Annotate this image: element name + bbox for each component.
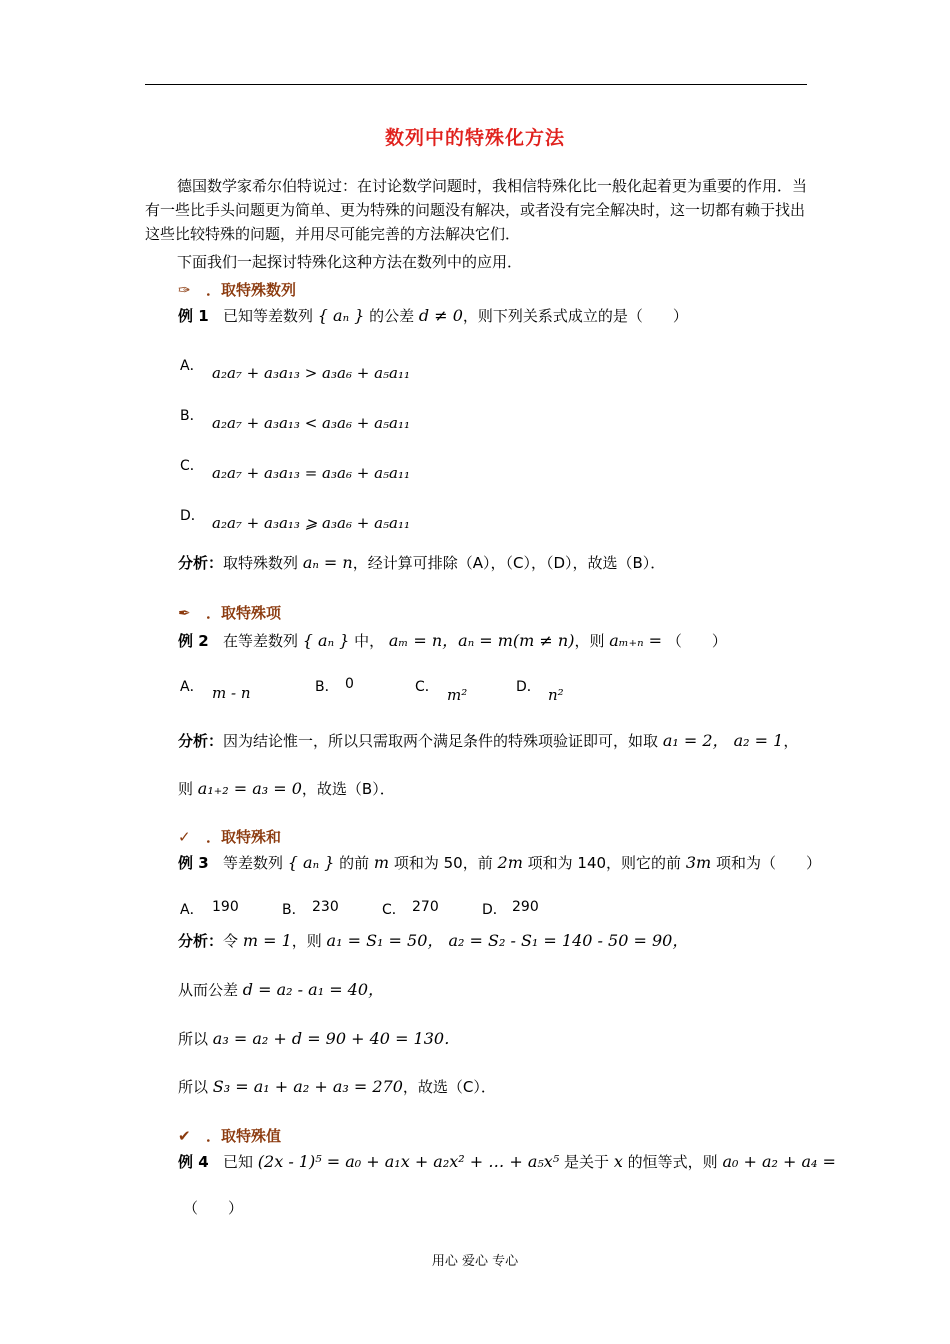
option-value: 230 [312,899,339,915]
math-expression: S₃ = a₁ + a₂ + a₃ = 270 [212,1077,403,1096]
option-letter: D． [516,679,541,695]
option-letter: C． [180,458,204,474]
section-heading-text: ．取特殊项 [206,604,282,622]
math-expression: (2x - 1)⁵ = a₀ + a₁x + a₂x² + … + a₅x⁵ [257,1152,560,1171]
option-value: 290 [512,899,539,915]
analysis-text: 因为结论惟一，所以只需取两个满足条件的特殊项验证即可，如取 [223,732,659,750]
question-text: ，则下列关系式成立的是（ ） [462,307,688,325]
question-text: 在等差数列 [222,632,298,650]
question-text: 的公差 [369,307,415,325]
heavy-check-icon: ✔ [178,1127,191,1145]
math-expression: { aₙ } [317,306,365,325]
question-text: 项和为 140，则它的前 [527,854,682,872]
math-expression: { aₙ } [302,631,350,650]
analysis-label: 分析： [178,732,224,750]
analysis-text: 令 [223,932,239,950]
option-expression: m² [447,686,468,704]
section-heading-2 [178,602,281,623]
math-expression: a₁₊₂ = a₃ = 0 [197,779,302,798]
example-label: 例 1 [178,307,209,325]
header-rule [145,84,807,85]
math-expression: m [373,853,390,872]
example-2-question [178,628,727,651]
analysis-text: ， [783,732,799,750]
analysis-text: ，故选（B）． [301,780,395,798]
example-3-question [178,852,821,873]
math-expression: aₙ = n [302,553,353,572]
option-letter: B． [315,679,339,695]
math-expression: 3m [685,853,712,872]
section-heading-4 [178,1125,281,1146]
example-3-analysis-1 [178,928,688,951]
math-expression: { aₙ } [287,853,335,872]
math-expression: a₀ + a₂ + a₄ = [722,1152,836,1171]
option-letter: D． [482,902,507,918]
option-expression: a₂a₇ + a₃a₁₃ < a₃a₆ + a₅a₁₁ [212,414,410,432]
option-expression: n² [548,686,564,704]
option-expression: a₂a₇ + a₃a₁₃ > a₃a₆ + a₅a₁₁ [212,364,410,382]
question-text: 中， [354,632,385,650]
question-text: 项和为 50，前 [393,854,493,872]
pencil-icon: ✒ [178,604,191,622]
page-title: 数列中的特殊化方法 [384,127,565,149]
option-letter: B． [180,408,204,424]
math-expression: a₁ = S₁ = 50， a₂ = S₂ - S₁ = 140 - 50 = 90， [326,931,689,950]
option-value: 190 [212,899,239,915]
option-letter: B． [282,902,306,918]
analysis-label: 分析： [178,554,224,572]
analysis-text: ，经计算可排除（A），（C），（D），故选（B）． [352,554,666,572]
example-1-analysis [178,552,665,573]
example-2-conclusion [178,778,395,799]
example-label: 例 4 [178,1153,209,1171]
analysis-text: 所以 [178,1078,209,1096]
option-letter: C． [382,902,406,918]
analysis-text: 取特殊数列 [223,554,299,572]
question-text: 的恒等式，则 [627,1153,718,1171]
math-expression: d ≠ 0 [418,306,463,325]
example-3-analysis-2 [178,977,384,1000]
intro-paragraph: 德国数学家希尔伯特说过：在讨论数学问题时，我相信特殊化比一般化起着更为重要的作用．当有一些比手头问题更为简单、更为特殊的问题没有解决，或者没有完全解决时，这一切都有赖于找出这些比较特殊的问题，并用尽可能完善的方法解决它们． [145,177,808,243]
section-heading-text: ．取特殊值 [206,1127,282,1145]
question-text: 的前 [339,854,370,872]
question-text: 已知等差数列 [222,307,313,325]
math-expression: m = 1 [242,931,292,950]
example-label: 例 2 [178,632,209,650]
page-footer: 用心 爱心 专心 [431,1254,519,1269]
question-text: 已知 [222,1153,253,1171]
analysis-text: ，故选（C）． [402,1078,496,1096]
section-heading-1 [178,279,296,300]
example-3-analysis-3 [178,1026,460,1049]
example-2-analysis [178,728,798,751]
analysis-text: 所以 [178,1030,209,1048]
option-letter: C． [415,679,439,695]
example-3-analysis-4 [178,1076,496,1097]
math-expression: 2m [497,853,523,872]
question-text: 等差数列 [222,854,283,872]
analysis-text: ，则 [291,932,322,950]
question-text: ，则 [574,632,605,650]
example-1-question [178,305,688,326]
math-expression: a₃ = a₂ + d = 90 + 40 = 130． [212,1029,461,1048]
pencil-icon: ✑ [178,281,191,299]
section-heading-3 [178,826,281,847]
option-letter: A． [180,902,204,918]
example-4-answer-paren: （ ） [183,1199,244,1217]
option-letter: A． [180,358,204,374]
example-label: 例 3 [178,854,209,872]
option-letter: A． [180,679,204,695]
option-value: 0 [345,676,354,692]
question-text: （ ） [666,632,727,650]
math-expression: x [613,1152,623,1171]
section-heading-text: ．取特殊数列 [206,281,297,299]
analysis-text: 从而公差 [178,981,239,999]
analysis-label: 分析： [178,932,224,950]
example-4-question [178,1151,836,1172]
math-expression: aₘ = n，aₙ = m(m ≠ n) [388,631,575,650]
transition-paragraph: 下面我们一起探讨特殊化这种方法在数列中的应用． [177,253,523,271]
option-letter: D． [180,508,205,524]
math-expression: d = a₂ - a₁ = 40， [242,980,385,999]
option-expression: m - n [212,684,251,702]
section-heading-text: ．取特殊和 [206,828,282,846]
option-expression: a₂a₇ + a₃a₁₃ = a₃a₆ + a₅a₁₁ [212,464,410,482]
option-value: 270 [412,899,439,915]
math-expression: aₘ₊ₙ = [609,631,663,650]
question-text: 项和为（ ） [715,854,821,872]
option-expression: a₂a₇ + a₃a₁₃ ⩾ a₃a₆ + a₅a₁₁ [212,514,410,532]
analysis-text: 则 [178,780,194,798]
question-text: 是关于 [564,1153,610,1171]
math-expression: a₁ = 2， a₂ = 1 [662,731,784,750]
check-icon: ✓ [178,828,191,846]
